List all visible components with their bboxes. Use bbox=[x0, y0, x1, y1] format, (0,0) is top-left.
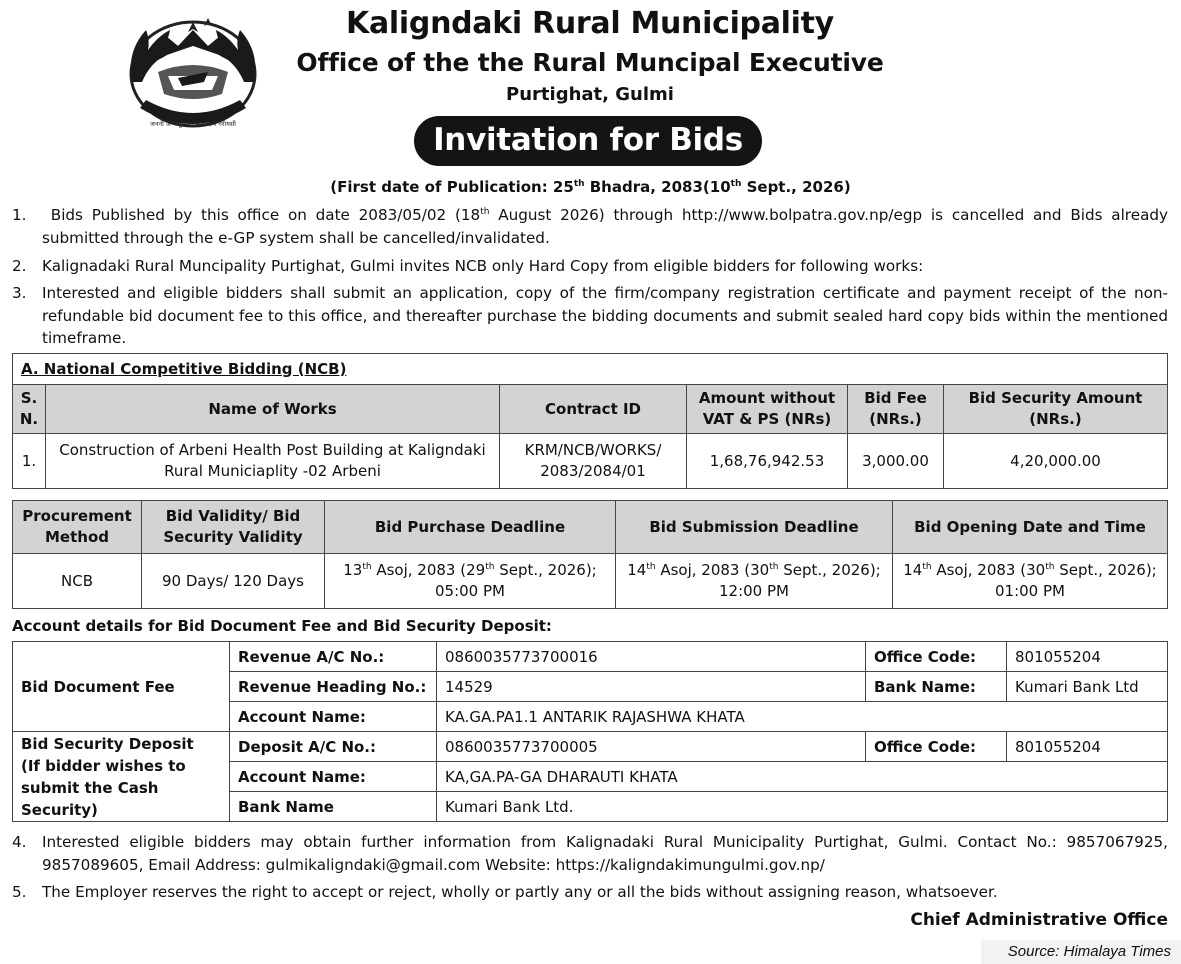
deposit-ac-value: 0860035773700005 bbox=[437, 732, 866, 762]
col-amount: Amount without VAT & PS (NRs) bbox=[687, 385, 848, 434]
office-code-value: 801055204 bbox=[1007, 642, 1168, 672]
publication-date: (First date of Publication: 25th Bhadra, 2083(10th Sept., 2026) bbox=[330, 178, 851, 196]
col-opening-date: Bid Opening Date and Time bbox=[893, 501, 1168, 554]
invitation-banner: Invitation for Bids bbox=[414, 116, 762, 166]
bank-name-value: Kumari Bank Ltd bbox=[1007, 672, 1168, 702]
cell-name-of-works: Construction of Arbeni Health Post Building at Kaligndaki Rural Municiaplity -02 Arbeni bbox=[46, 434, 500, 489]
account-table bbox=[12, 641, 1168, 822]
col-bid-fee: Bid Fee (NRs.) bbox=[848, 385, 944, 434]
cell-method: NCB bbox=[13, 554, 142, 609]
security-office-code-label: Office Code: bbox=[866, 732, 1007, 762]
procurement-table bbox=[12, 500, 1168, 609]
account-name-label: Account Name: bbox=[230, 702, 437, 732]
col-purchase-deadline: Bid Purchase Deadline bbox=[325, 501, 616, 554]
security-bank-name-label: Bank Name bbox=[230, 792, 437, 822]
cell-purchase-deadline: 13th Asoj, 2083 (29th Sept., 2026); 05:00 PM bbox=[325, 554, 616, 609]
bid-document-fee-label: Bid Document Fee bbox=[13, 642, 230, 732]
security-office-code-value: 801055204 bbox=[1007, 732, 1168, 762]
ncb-table bbox=[12, 353, 1168, 489]
revenue-ac-value: 0860035773700016 bbox=[437, 642, 866, 672]
cell-amount: 1,68,76,942.53 bbox=[687, 434, 848, 489]
col-contract-id: Contract ID bbox=[500, 385, 687, 434]
col-bid-security: Bid Security Amount (NRs.) bbox=[944, 385, 1168, 434]
table-row bbox=[13, 554, 1168, 609]
signature: Chief Administrative Office bbox=[910, 910, 1168, 930]
col-procurement-method: Procurement Method bbox=[13, 501, 142, 554]
source-credit: Source: Himalaya Times bbox=[981, 940, 1181, 964]
paragraph-1: 1. Bids Published by this office on date 2083/05/02 (18th August 2026) through http://www.bolpatra.gov.np/egp is cancelled and Bids already submitted through the e-GP system shall be cancelled/invalidated. bbox=[12, 206, 1168, 247]
cell-bid-security: 4,20,000.00 bbox=[944, 434, 1168, 489]
cell-validity: 90 Days/ 120 Days bbox=[142, 554, 325, 609]
revenue-heading-label: Revenue Heading No.: bbox=[230, 672, 437, 702]
account-name-value: KA.GA.PA1.1 ANTARIK RAJASHWA KHATA bbox=[437, 702, 1168, 732]
emblem-motto: जननी जन्मभूमिश्च स्वर्गादपि गरीयसी bbox=[150, 120, 236, 128]
account-heading: Account details for Bid Document Fee and Bid Security Deposit: bbox=[12, 617, 552, 635]
revenue-ac-label: Revenue A/C No.: bbox=[230, 642, 437, 672]
col-name-of-works: Name of Works bbox=[46, 385, 500, 434]
revenue-heading-value: 14529 bbox=[437, 672, 866, 702]
col-sn: S. N. bbox=[13, 385, 46, 434]
bank-name-label: Bank Name: bbox=[866, 672, 1007, 702]
cell-opening-date: 14th Asoj, 2083 (30th Sept., 2026); 01:00 PM bbox=[893, 554, 1168, 609]
ncb-caption: A. National Competitive Bidding (NCB) bbox=[13, 354, 1168, 385]
cell-sn: 1. bbox=[13, 434, 46, 489]
office-title: Office of the the Rural Muncipal Executive bbox=[296, 48, 884, 77]
paragraph-3: 3. Interested and eligible bidders shall submit an application, copy of the firm/company registration certificate and payment receipt of the non-refundable bid document fee to this office, and thereafter purchase the bidding documents and submit sealed hard copy bids within the mentioned timeframe. bbox=[12, 284, 1168, 347]
municipality-title: Kaligndaki Rural Municipality bbox=[346, 6, 834, 41]
table-row bbox=[13, 434, 1168, 489]
paragraph-5: 5. The Employer reserves the right to accept or reject, wholly or partly any or all the bids without assigning reason, whatsoever. bbox=[12, 883, 998, 901]
cell-contract-id: KRM/NCB/WORKS/ 2083/2084/01 bbox=[500, 434, 687, 489]
paragraph-4: 4. Interested eligible bidders may obtain further information from Kalignadaki Rural Municipality Purtighat, Gulmi. Contact No.: 9857067925, 9857089605, Email Address: gulmikaligndaki@gmail.com Website: https://kaligndakimungulmi.gov.np/ bbox=[12, 833, 1168, 874]
cell-submission-deadline: 14th Asoj, 2083 (30th Sept., 2026); 12:00 PM bbox=[616, 554, 893, 609]
location: Purtighat, Gulmi bbox=[506, 84, 674, 105]
col-bid-validity: Bid Validity/ Bid Security Validity bbox=[142, 501, 325, 554]
paragraph-2: 2. Kalignadaki Rural Muncipality Purtighat, Gulmi invites NCB only Hard Copy from eligible bidders for following works: bbox=[12, 257, 924, 275]
deposit-ac-label: Deposit A/C No.: bbox=[230, 732, 437, 762]
office-code-label: Office Code: bbox=[866, 642, 1007, 672]
security-bank-name-value: Kumari Bank Ltd. bbox=[437, 792, 1168, 822]
security-account-name-value: KA,GA.PA-GA DHARAUTI KHATA bbox=[437, 762, 1168, 792]
cell-bid-fee: 3,000.00 bbox=[848, 434, 944, 489]
security-account-name-label: Account Name: bbox=[230, 762, 437, 792]
col-submission-deadline: Bid Submission Deadline bbox=[616, 501, 893, 554]
bid-security-deposit-label: Bid Security Deposit (If bidder wishes to submit the Cash Security) bbox=[13, 732, 230, 822]
nepal-government-emblem-icon bbox=[118, 12, 268, 140]
